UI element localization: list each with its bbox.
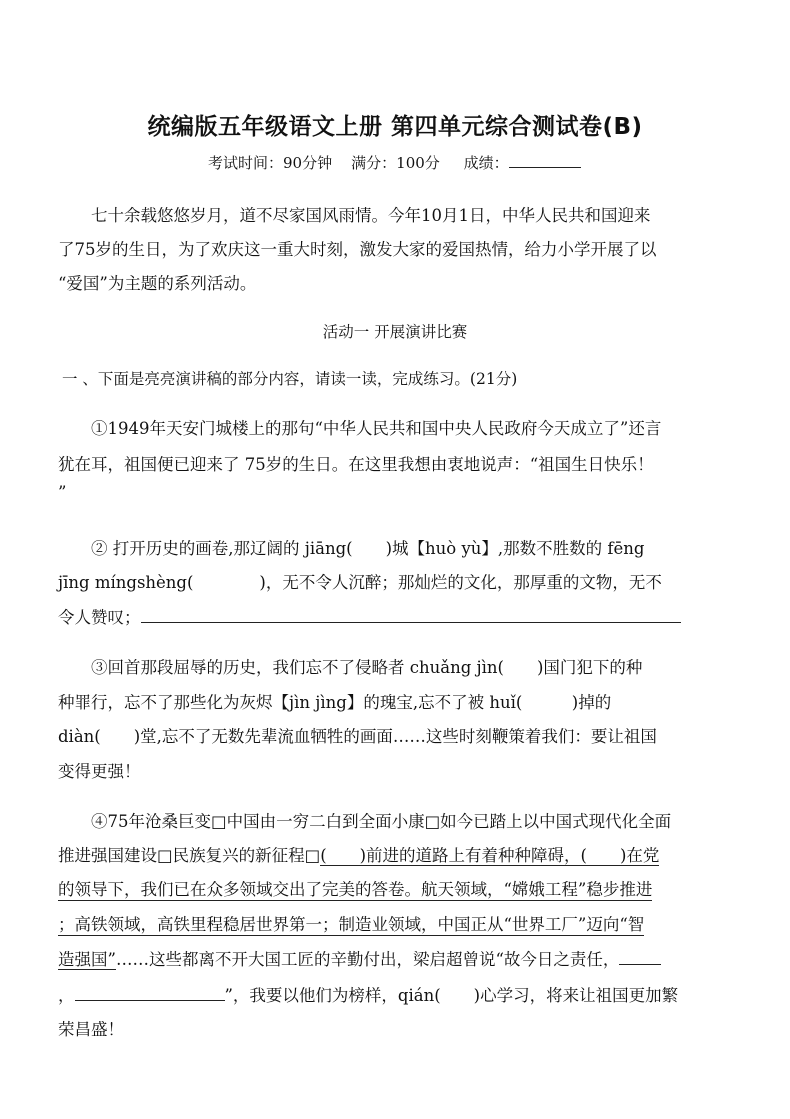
para-line: jīng míngshèng( )，无不令人沉醉；那灿烂的文化，那厚重的文物，无不 [58, 573, 662, 592]
para-line: ” [58, 483, 67, 502]
underlined-line: ；高铁领域，高铁里程稳居世界第一；制造业领域，中国正从“世界工厂”迈向“智 [58, 911, 644, 936]
para-line: ④75年沧桑巨变□中国由一穷二白到全面小康□如今已踏上以中国式现代化全面 [58, 812, 672, 831]
full-score: 满分：100分 [351, 154, 440, 172]
para-line [58, 946, 661, 970]
para-line [58, 604, 681, 628]
page-title: 统编版五年级语文上册 第四单元综合测试卷(B) [147, 114, 643, 140]
exam-meta [208, 152, 581, 173]
para-line: ② 打开历史的画卷,那辽阔的 jiāng( )城【huò yù】,那数不胜数的 fēng [58, 539, 645, 558]
para-text: ， [58, 986, 75, 1005]
answer-blank[interactable] [141, 606, 681, 623]
intro-line: “爱国”为主题的系列活动。 [58, 274, 257, 293]
intro-line: 七十余载悠悠岁月，道不尽家国风雨情。今年10月1日，中华人民共和国迎来 [58, 206, 651, 225]
question-1-heading: 一 、下面是亮亮演讲稿的部分内容，请读一读，完成练习。(21分) [62, 370, 518, 388]
para-line: 种罪行，忘不了那些化为灰烬【jìn jìng】的瑰宝,忘不了被 huǐ( )掉的 [58, 693, 612, 712]
para-line: diàn( )堂,忘不了无数先辈流血牺牲的画面……这些时刻鞭策着我们：要让祖国 [58, 727, 657, 746]
exam-time: 考试时间：90分钟 [208, 154, 333, 172]
para-text: ”，我要以他们为榜样，qián( )心学习，将来让祖国更加繁 [224, 986, 679, 1005]
grade-blank[interactable] [509, 153, 581, 168]
underlined-line: 的领导下，我们已在众多领域交出了完美的答卷。航天领域，“嫦娥工程”稳步推进 [58, 876, 652, 901]
underlined-text: 造强国” [58, 950, 116, 969]
para-line [58, 842, 659, 866]
para-line: 变得更强！ [58, 762, 141, 781]
grade-label: 成绩： [463, 154, 509, 172]
answer-blank[interactable] [619, 948, 661, 965]
para-text: 推进强国建设□民族复兴的新征程□ [58, 846, 321, 865]
para-text: ……这些都离不开大国工匠的辛勤付出，梁启超曾说“故今日之责任， [115, 950, 620, 969]
activity-title: 活动一 开展演讲比赛 [322, 323, 468, 341]
para-line: ③回首那段屈辱的历史，我们忘不了侵略者 chuǎng jìn( )国门犯下的种 [58, 658, 643, 677]
intro-line: 了75岁的生日，为了欢庆这一重大时刻，激发大家的爱国热情，给力小学开展了以 [58, 240, 657, 259]
underlined-text: ( )前进的道路上有着种种障碍，( )在党 [320, 846, 660, 865]
para-line: 犹在耳，祖国便已迎来了 75岁的生日。在这里我想由衷地说声：“祖国生日快乐！ [58, 455, 654, 474]
para-line: 荣昌盛！ [58, 1020, 124, 1039]
answer-blank[interactable] [75, 984, 225, 1001]
para-line [58, 982, 678, 1006]
para-line: ①1949年天安门城楼上的那句“中华人民共和国中央人民政府今天成立了”还言 [58, 419, 662, 438]
para-text: 令人赞叹； [58, 608, 141, 627]
